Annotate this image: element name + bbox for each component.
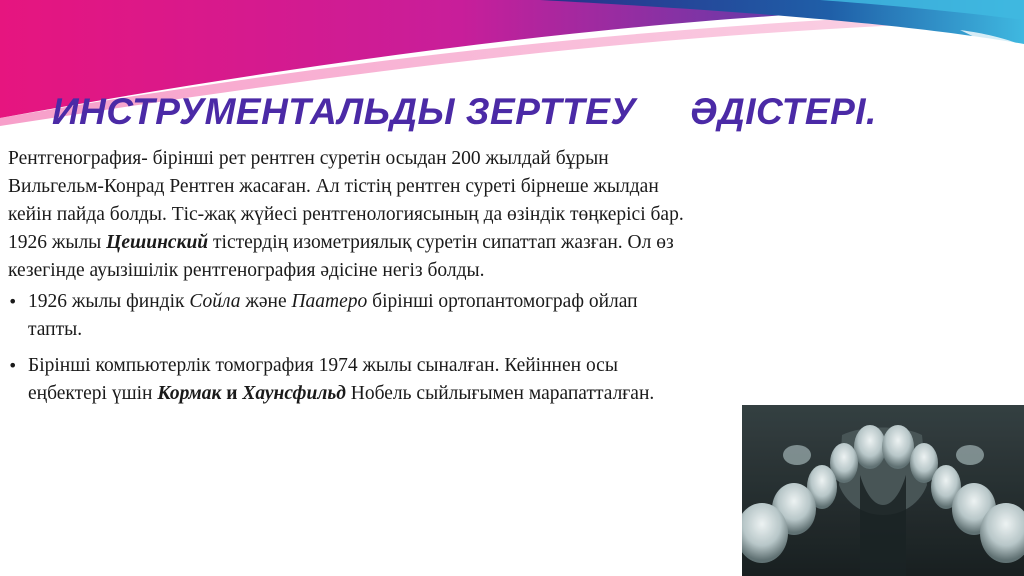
list-item (8, 288, 868, 344)
name-tseshinsky: Цешинский (106, 232, 209, 253)
name-paatero: Паатеро (291, 291, 368, 312)
bullet-icon: • (8, 356, 18, 375)
name-soila: Сойла (189, 291, 241, 312)
bullet-text: бірінші ортопантомограф ойлап (367, 291, 638, 312)
bullet-text: 1926 жылы финдік (28, 291, 190, 312)
name-haunsfild: Хаунсфильд (242, 383, 346, 404)
bullet-list (8, 288, 868, 416)
list-item (8, 352, 868, 408)
bullet-text: Бірінші компьютерлік томография 1974 жылы сыналған. Кейіннен осы (28, 355, 618, 376)
dental-xray-image (742, 405, 1024, 576)
bullet-text: тапты. (28, 319, 83, 340)
intro-line: кезегінде ауызішілік рентгенография әдісіне негіз болды. (8, 260, 485, 281)
bullet-text: и (221, 383, 243, 404)
intro-paragraph (8, 145, 888, 285)
intro-line: кейін пайда болды. Тіс-жақ жүйесі рентгенологиясының да өзіндік төңкерісі бар. (8, 204, 684, 225)
intro-line: 1926 жылы (8, 232, 107, 253)
bullet-text: Нобель сыйлығымен марапатталған. (345, 383, 655, 404)
intro-line: Вильгельм-Конрад Рентген жасаған. Ал тістің рентген суреті бірнеше жылдан (8, 176, 659, 197)
bullet-text: еңбектері үшін (28, 383, 158, 404)
slide-title: ИНСТРУМЕНТАЛЬДЫ ЗЕРТТЕУ ӘДІСТЕРІ. (52, 91, 877, 132)
bullet-text: және (240, 291, 292, 312)
name-kormak: Кормак (157, 383, 222, 404)
intro-line: Рентгенография- бірінші рет рентген суретін осыдан 200 жылдай бұрын (8, 148, 609, 169)
intro-line: тістердің изометриялық суретін сипаттап жазған. Ол өз (208, 232, 674, 253)
bullet-icon: • (8, 292, 18, 311)
